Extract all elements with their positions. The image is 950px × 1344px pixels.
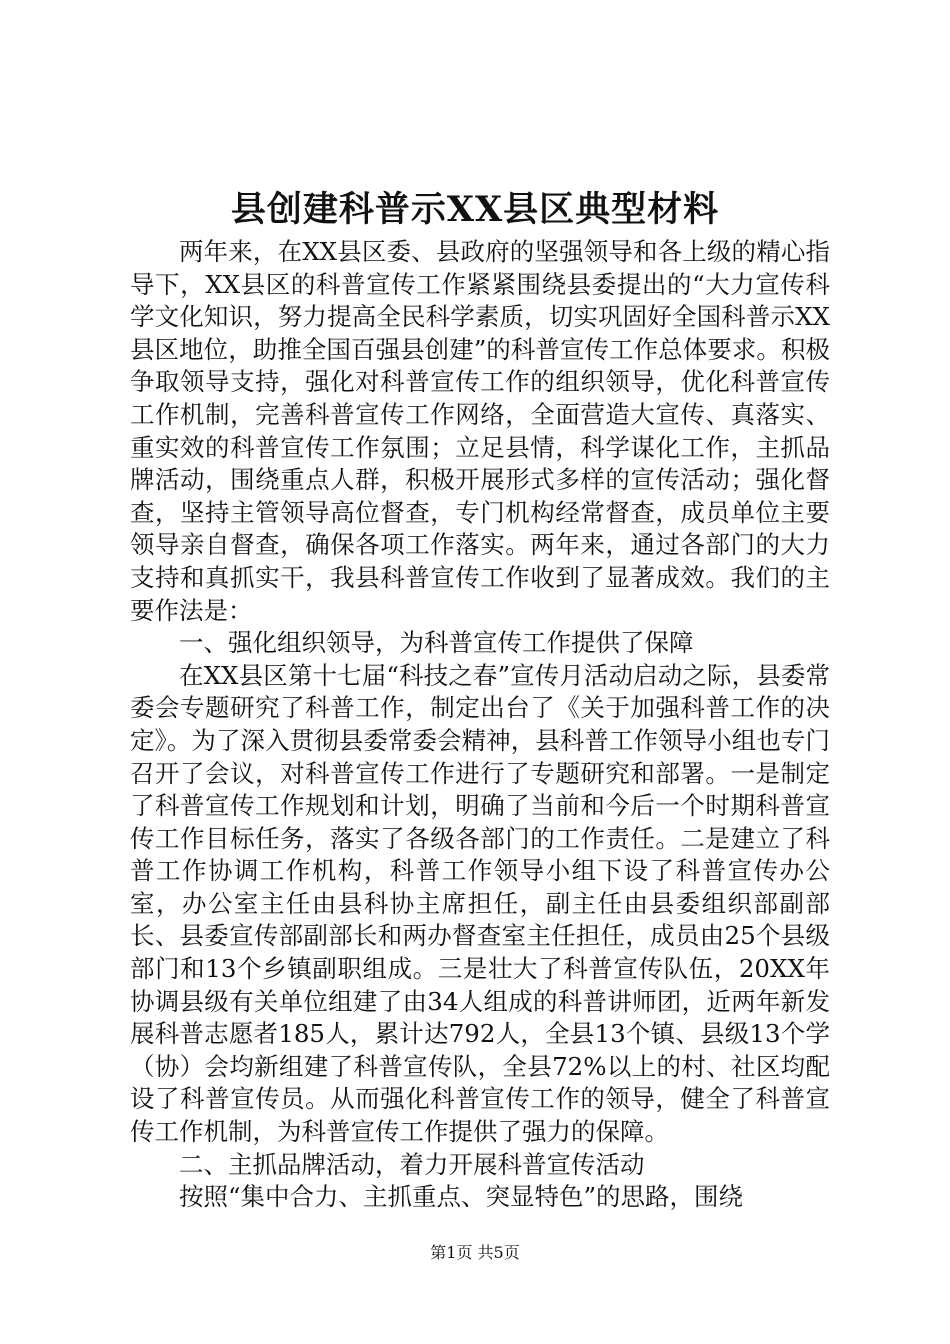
document-title: 县创建科普示XX县区典型材料 [230,189,720,230]
section-2-paragraph: 按照“集中合力、主抓重点、突显特色”的思路，围绕 [179,1182,744,1212]
intro-paragraph: 两年来，在XX县区委、县政府的坚强领导和各上级的精心指导下，XX县区的科普宣传工作紧紧围绕县委提出的“大力宣传科学文化知识，努力提高全民科学素质，切实巩固好全国科普示XX县区地位，助推全国百强县创建”的科普宣传工作总体要求。积极争取领导支持，强化对科普宣传工作的组织领导，优化科普宣传工作机制，完善科普宣传工作网络，全面营造大宣传、真落实、重实效的科普宣传工作氛围；立足县情，科学谋化工作，主抓品牌活动，围绕重点人群，积极开展形式多样的宣传活动；强化督查，坚持主管领导高位督查，专门机构经常督查，成员单位主要领导亲自督查，确保各项工作落实。两年来，通过各部门的大力支持和真抓实干，我县科普宣传工作收到了显著成效。我们的主要作法是： [130,237,830,625]
document-body [130,236,830,1214]
section-1-paragraph: 在XX县区第十七届“科技之春”宣传月活动启动之际，县委常委会专题研究了科普工作，制定出台了《关于加强科普工作的决定》。为了深入贯彻县委常委会精神，县科普工作领导小组也专门召开了会议，对科普宣传工作进行了专题研究和部署。一是制定了科普宣传工作规划和计划，明确了当前和今后一个时期科普宣传工作目标任务，落实了各级各部门的工作责任。二是建立了科普工作协调工作机构，科普工作领导小组下设了科普宣传办公室，办公室主任由县科协主席担任，副主任由县委组织部副部长、县委宣传部副部长和两办督查室主任担任，成员由25个县级部门和13个乡镇副职组成。三是壮大了科普宣传队伍，20XX年协调县级有关单位组建了由34人组成的科普讲师团，近两年新发展科普志愿者185人，累计达792人，全县13个镇、县级13个学（协）会均新组建了科普宣传队，全县72%以上的村、社区均配设了科普宣传员。从而强化科普宣传工作的领导，健全了科普宣传工作机制，为科普宣传工作提供了强力的保障。 [130,660,830,1147]
section-heading-2: 二、主抓品牌活动，着力开展科普宣传活动 [179,1149,645,1179]
page-footer: 第1页 共5页 [430,1243,520,1262]
section-heading-1: 一、强化组织领导，为科普宣传工作提供了保障 [179,628,694,658]
